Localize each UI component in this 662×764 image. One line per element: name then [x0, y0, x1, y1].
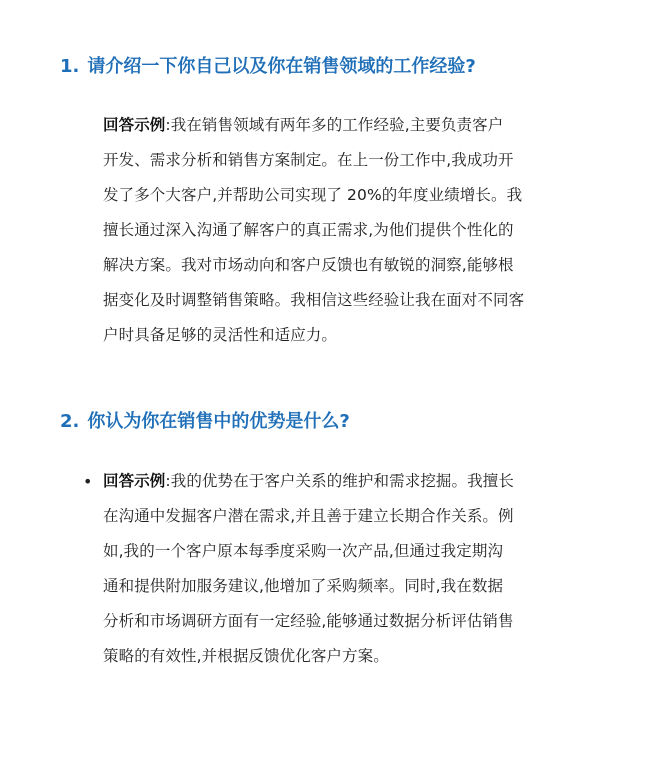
- answer-2-line: 如,我的一个客户原本每季度采购一次产品,但通过我定期沟: [103, 542, 504, 560]
- answer-2-line: 通和提供附加服务建议,他增加了采购频率。同时,我在数据: [103, 577, 504, 595]
- answer-1-line: 解决方案。我对市场动向和客户反馈也有敏锐的洞察,能够根: [103, 256, 514, 274]
- answer-1-line: 发了多个大客户,并帮助公司实现了 20%的年度业绩增长。我: [103, 186, 523, 204]
- answer-2-line: 在沟通中发掘客户潜在需求,并且善于建立长期合作关系。例: [103, 507, 514, 525]
- answer-2-line-text: :我的优势在于客户关系的维护和需求挖掘。我擅长: [165, 472, 514, 490]
- answer-2-line: 策略的有效性,并根据反馈优化客户方案。: [103, 647, 389, 665]
- answer-1-line: 开发、需求分析和销售方案制定。在上一份工作中,我成功开: [103, 151, 514, 169]
- answer-1-label: 回答示例: [103, 116, 166, 134]
- answer-1: [103, 108, 603, 353]
- question-2-title: 你认为你在销售中的优势是什么?: [87, 411, 350, 432]
- answer-2-line: 分析和市场调研方面有一定经验,能够通过数据分析评估销售: [103, 612, 514, 630]
- answer-2-label: 回答示例: [103, 472, 166, 490]
- question-1-title: 请介绍一下你自己以及你在销售领域的工作经验?: [87, 56, 476, 77]
- answer-2: [103, 464, 603, 674]
- answer-1-line: 擅长通过深入沟通了解客户的真正需求,为他们提供个性化的: [103, 221, 514, 239]
- question-1-number: 1.: [60, 56, 80, 77]
- question-2-heading: [60, 410, 350, 434]
- question-2-number: 2.: [60, 411, 80, 432]
- answer-1-line: [103, 108, 603, 143]
- question-1-heading: [60, 55, 476, 79]
- answer-2-bullet: •: [83, 472, 93, 491]
- answer-1-line: 据变化及时调整销售策略。我相信这些经验让我在面对不同客: [103, 291, 525, 309]
- answer-1-line-text: :我在销售领域有两年多的工作经验,主要负责客户: [165, 116, 504, 134]
- answer-1-line: 户时具备足够的灵活性和适应力。: [103, 326, 338, 344]
- answer-2-line: [103, 464, 603, 499]
